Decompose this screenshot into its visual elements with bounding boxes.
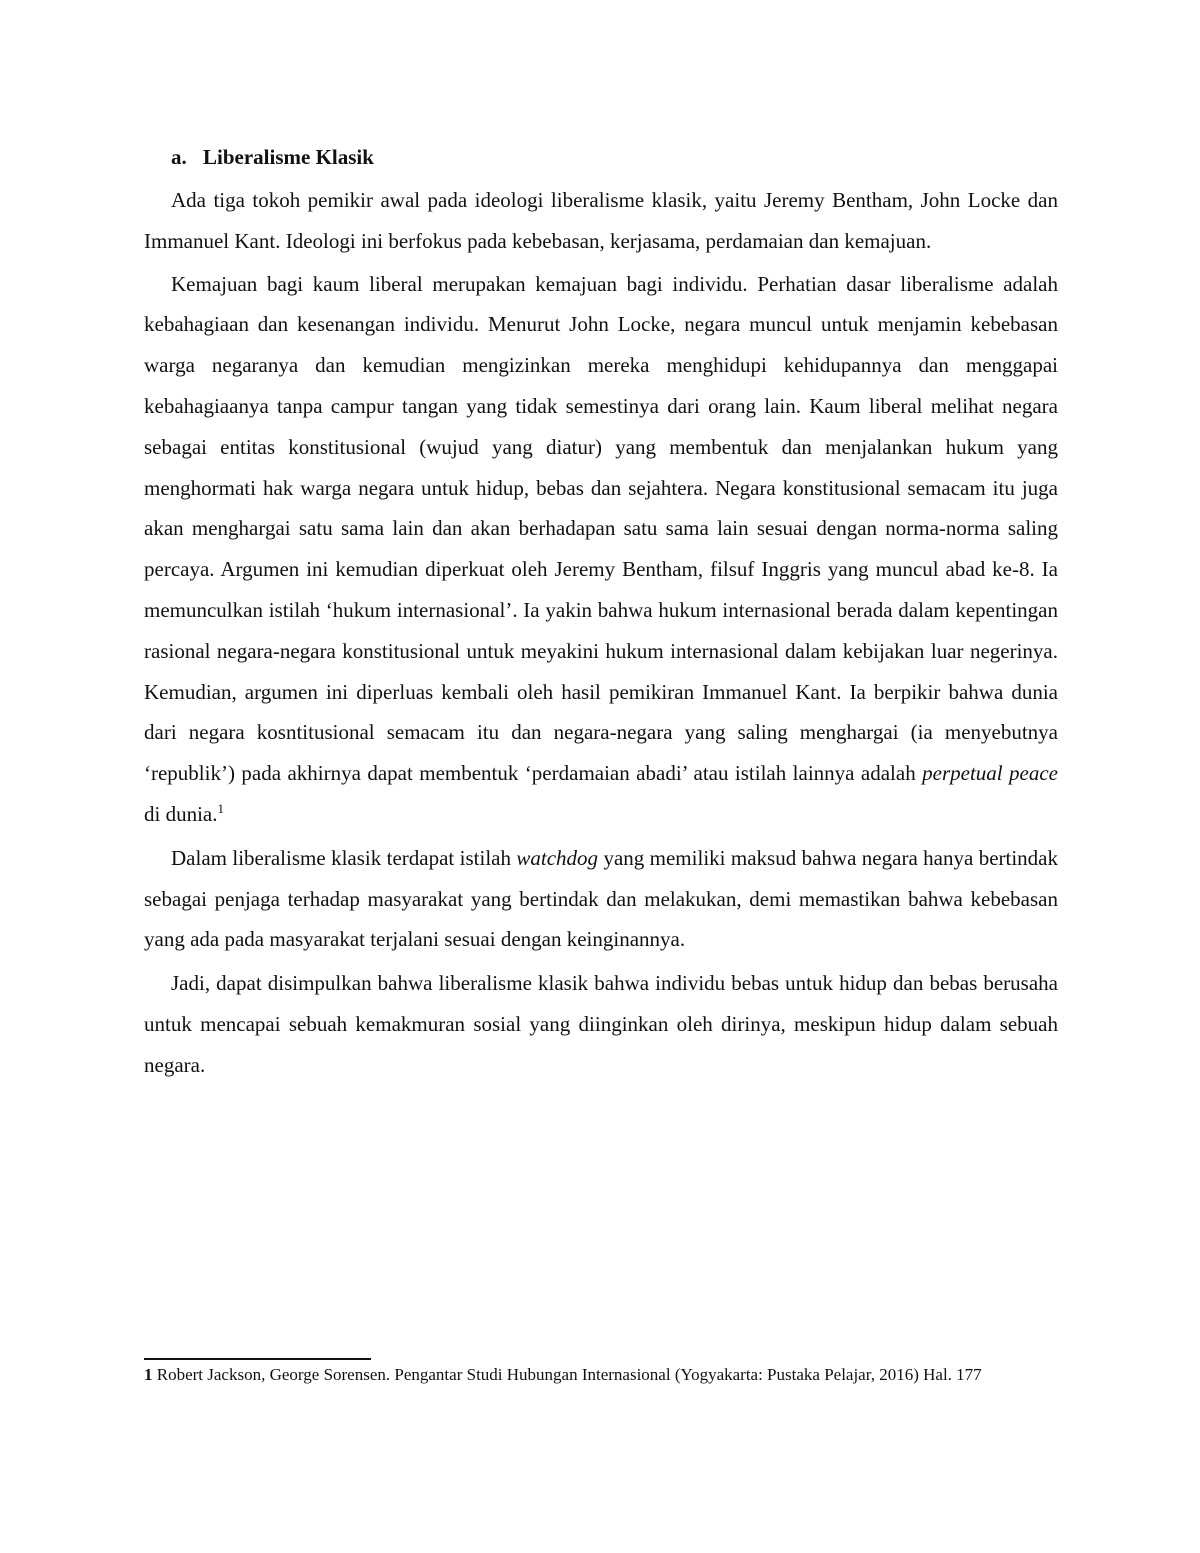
- document-page: [144, 0, 1058, 1553]
- footnote-reference[interactable]: 1: [217, 800, 224, 816]
- footnote-number: 1: [144, 1365, 153, 1384]
- paragraph-3-start: Dalam liberalisme klasik terdapat istilah: [171, 845, 517, 870]
- paragraph-3: [144, 838, 1058, 960]
- paragraph-2-text: Kemajuan bagi kaum liberal merupakan kemajuan bagi individu. Perhatian dasar liberalisme adalah kebahagiaan dan kesenangan individu. Menurut John Locke, negara muncul untuk menjamin kebebasan warga negaranya dan kemudian mengizinkan mereka menghidupi kehidupannya dan menggapai kebahagiaanya tanpa campur tangan yang tidak semestinya dari orang lain. Kaum liberal melihat negara sebagai entitas konstitusional (wujud yang diatur) yang membentuk dan menjalankan hukum yang menghormati hak warga negara untuk hidup, bebas dan sejahtera. Negara konstitusional semacam itu juga akan menghargai satu sama lain dan akan berhadapan satu sama lain sesuai dengan norma-norma saling percaya. Argumen ini kemudian diperkuat oleh Jeremy Bentham, filsuf Inggris yang muncul abad ke-8. Ia memunculkan istilah ‘hukum internasional’. Ia yakin bahwa hukum internasional berada dalam kepentingan rasional negara-negara konstitusional untuk meyakini hukum internasional dalam kebijakan luar negerinya. Kemudian, argumen ini diperluas kembali oleh hasil pemikiran Immanuel Kant. Ia berpikir bahwa dunia dari negara kosntitusional semacam itu dan negara-negara yang saling menghargai (ia menyebutnya ‘republik’) pada akhirnya dapat membentuk ‘perdamaian abadi’ atau istilah lainnya adalah: [144, 271, 1058, 786]
- footnote-separator: [144, 1358, 371, 1360]
- footnote: [144, 1364, 1058, 1386]
- section-title: Liberalisme Klasik: [203, 145, 374, 169]
- footnote-text: Robert Jackson, George Sorensen. Pengantar Studi Hubungan Internasional (Yogyakarta: Pustaka Pelajar, 2016) Hal. 177: [152, 1365, 982, 1384]
- italic-term-perpetual-peace: perpetual peace: [922, 761, 1058, 786]
- italic-term-watchdog: watchdog: [516, 845, 599, 870]
- paragraph-2: [144, 264, 1058, 835]
- body-text: [144, 180, 1058, 1086]
- paragraph-3-end: yang memiliki maksud bahwa negara hanya bertindak sebagai penjaga terhadap masyarakat yang bertindak dan melakukan, demi memastikan bahwa kebebasan yang ada pada masyarakat terjalani sesuai dengan keinginannya.: [144, 845, 1058, 952]
- section-marker: a.: [171, 145, 187, 169]
- paragraph-1: Ada tiga tokoh pemikir awal pada ideologi liberalisme klasik, yaitu Jeremy Bentham, John Locke dan Immanuel Kant. Ideologi ini berfokus pada kebebasan, kerjasama, perdamaian dan kemajuan.: [144, 188, 1058, 253]
- paragraph-4: Jadi, dapat disimpulkan bahwa liberalisme klasik bahwa individu bebas untuk hidup dan bebas berusaha untuk mencapai sebuah kemakmuran sosial yang diinginkan oleh dirinya, meskipun hidup dalam sebuah negara.: [144, 971, 1058, 1077]
- section-heading: [171, 142, 374, 172]
- paragraph-2-end: di dunia.: [144, 801, 218, 826]
